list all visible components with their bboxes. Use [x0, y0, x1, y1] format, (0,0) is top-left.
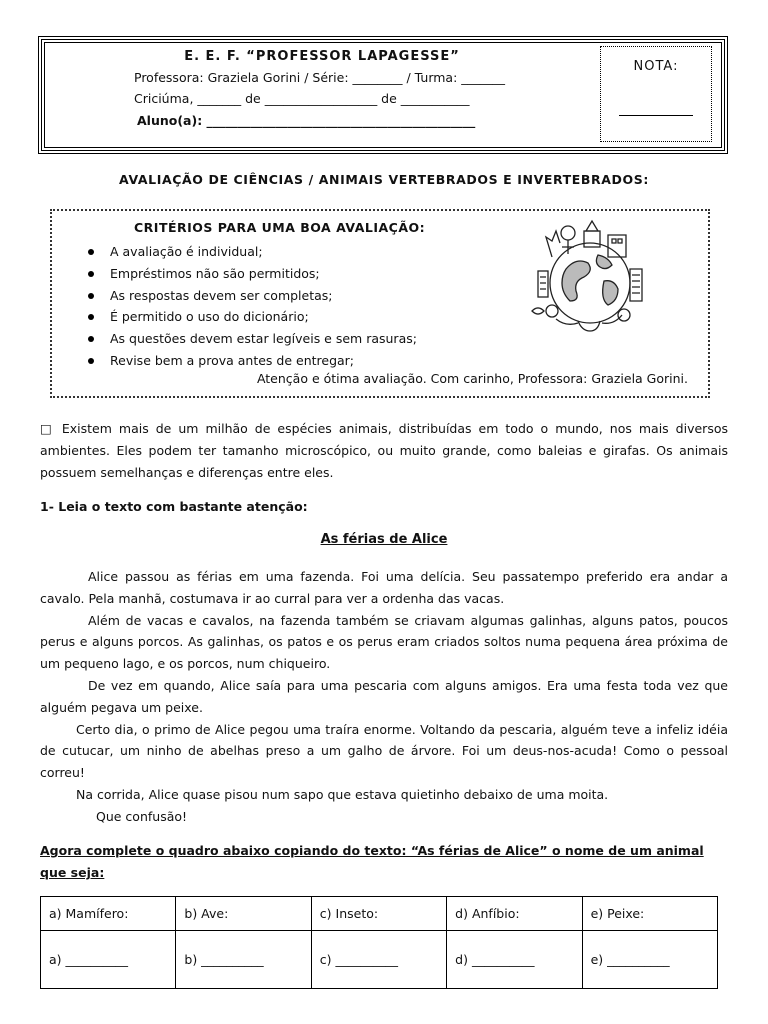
table-header-cell: a) Mamífero: — [41, 897, 176, 931]
table-header-row — [41, 897, 718, 931]
grade-box — [600, 46, 712, 142]
intro-text: Existem mais de um milhão de espécies animais, distribuídas em todo o mundo, nos mais diversos ambientes. Eles podem ter tamanho microscópico, ou muito grande, como baleias e girafas. Os animais possuem semelhanças e diferenças entre eles. — [40, 421, 728, 480]
story-paragraph: Certo dia, o primo de Alice pegou uma traíra enorme. Voltando da pescaria, alguém teve a infeliz idéia de cutucar, um ninho de abelhas preso a um galho de árvore. Foi um deus-nos-acuda! Como o pessoal correu! — [40, 721, 728, 781]
intro-paragraph — [40, 418, 728, 484]
teacher-line: Professora: Graziela Gorini / Série: ________ / Turma: _______ — [134, 70, 506, 85]
grade-line — [619, 115, 693, 116]
story-paragraph: Na corrida, Alice quase pisou num sapo que estava quietinho debaixo de uma moita. — [76, 786, 609, 802]
table-header-cell: c) Inseto: — [311, 897, 446, 931]
answer-cell[interactable]: b) __________ — [176, 931, 311, 989]
table-header-cell: b) Ave: — [176, 897, 311, 931]
criteria-list — [86, 241, 417, 372]
criteria-title: CRITÉRIOS PARA UMA BOA AVALIAÇÃO: — [134, 220, 426, 235]
criteria-item: É permitido o uso do dicionário; — [86, 306, 417, 328]
criteria-item: As questões devem estar legíveis e sem rasuras; — [86, 328, 417, 350]
question-1: 1- Leia o texto com bastante atenção: — [40, 499, 308, 514]
criteria-box — [50, 209, 710, 398]
criteria-item: As respostas devem ser completas; — [86, 285, 417, 307]
grade-label: NOTA: — [633, 59, 679, 74]
criteria-item: Revise bem a prova antes de entregar; — [86, 350, 417, 372]
story-paragraph: De vez em quando, Alice saía para uma pescaria com alguns amigos. Era uma festa toda vez que alguém pegava um peixe. — [40, 677, 728, 715]
table-answer-row — [41, 931, 718, 989]
table-header-cell: d) Anfíbio: — [447, 897, 582, 931]
story-paragraph: Além de vacas e cavalos, na fazenda também se criavam algumas galinhas, alguns patos, poucos perus e alguns porcos. As galinhas, os patos e os perus eram criados soltos numa pequena área próxima de um pequeno lago, e os porcos, num chiqueiro. — [40, 612, 728, 672]
student-line: Aluno(a): ___________________________________________ — [137, 113, 476, 128]
header-box — [38, 36, 728, 154]
answer-cell[interactable]: e) __________ — [582, 931, 717, 989]
answer-cell[interactable]: a) __________ — [41, 931, 176, 989]
story-paragraph: Alice passou as férias em uma fazenda. Foi uma delícia. Seu passatempo preferido era andar a cavalo. Pela manhã, costumava ir ao curral para ver a ordenha das vacas. — [40, 569, 728, 606]
story-text — [40, 566, 728, 828]
table-instruction: Agora complete o quadro abaixo copiando do texto: “As férias de Alice” o nome de um animal que seja: — [40, 843, 704, 880]
story-paragraph: Que confusão! — [96, 808, 188, 824]
criteria-signature: Atenção e ótima avaliação. Com carinho, Professora: Graziela Gorini. — [256, 371, 688, 386]
date-line: Criciúma, _______ de __________________ de ___________ — [134, 91, 470, 106]
criteria-item: Empréstimos não são permitidos; — [86, 263, 417, 285]
exam-title: AVALIAÇÃO DE CIÊNCIAS / ANIMAIS VERTEBRADOS E INVERTEBRADOS: — [119, 172, 649, 187]
answer-table — [40, 896, 718, 989]
answer-cell[interactable]: d) __________ — [447, 931, 582, 989]
globe-illustration — [522, 211, 652, 341]
story-title: As férias de Alice — [320, 532, 448, 547]
answer-cell[interactable]: c) __________ — [311, 931, 446, 989]
criteria-item: A avaliação é individual; — [86, 241, 417, 263]
school-name: E. E. F. “PROFESSOR LAPAGESSE” — [184, 49, 460, 64]
table-header-cell: e) Peixe: — [582, 897, 717, 931]
bullet-icon: □ — [40, 421, 55, 436]
